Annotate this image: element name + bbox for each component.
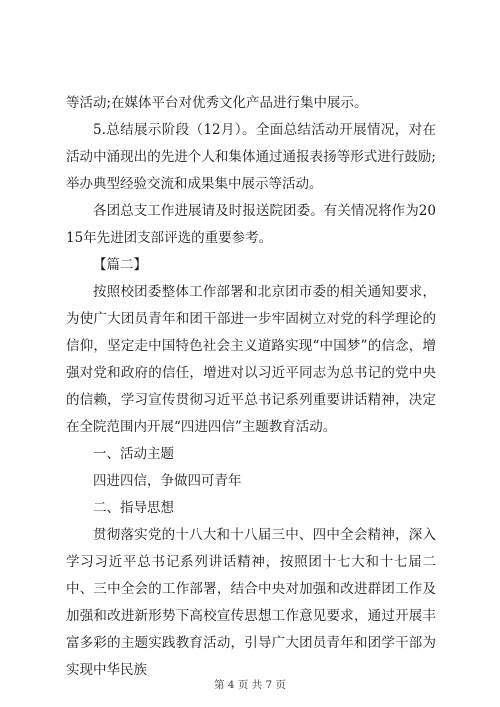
paragraph-guiding-ideology: 贯彻落实党的十八大和十八届三中、四中全会精神，深入学习习近平总书记系列讲话精神，按照团十七大和十七届二中、三中全会的工作部署，结合中央对加强和改进群团工作及加强和改进新形势下高校宣传思想工作意见要求，通过开展丰富多彩的主题实践教育活动，引导广大团员青年和团学干部为实现中华民族 — [66, 527, 436, 678]
paragraph-report-progress: 各团总支工作进展请及时报送院团委。有关情况将作为2015年先进团支部评选的重要参考。 — [66, 203, 436, 246]
section-heading-part-two: 【篇二】 — [93, 257, 147, 273]
page-number-footer: 第 4 页 共 7 页 — [213, 679, 287, 691]
heading-guiding-ideology: 二、指导思想 — [93, 500, 174, 516]
paragraph-introduction: 按照校团委整体工作部署和北京团市委的相关通知要求，为使广大团员青年和团干部进一步牢固树立对党的科学理论的信仰，坚定走中国特色社会主义道路实现“中国梦”的信念，增强对党和政府的信任，增进对以习近平同志为总书记的党中央的信赖，学习宣传贯彻习近平总书记系列重要讲话精神，决定在全院范围内开展“四进四信”主题教育活动。 — [66, 284, 436, 435]
heading-activity-theme: 一、活动主题 — [93, 446, 174, 462]
paragraph-summary-stage: 5.总结展示阶段（12月）。全面总结活动开展情况，对在活动中涌现出的先进个人和集体通过通报表扬等形式进行鼓励;举办典型经验交流和成果集中展示等活动。 — [66, 122, 436, 192]
paragraph-continuation: 等活动;在媒体平台对优秀文化产品进行集中展示。 — [66, 95, 368, 111]
document-body — [66, 90, 436, 684]
paragraph-theme-text: 四进四信，争做四可青年 — [93, 473, 242, 489]
